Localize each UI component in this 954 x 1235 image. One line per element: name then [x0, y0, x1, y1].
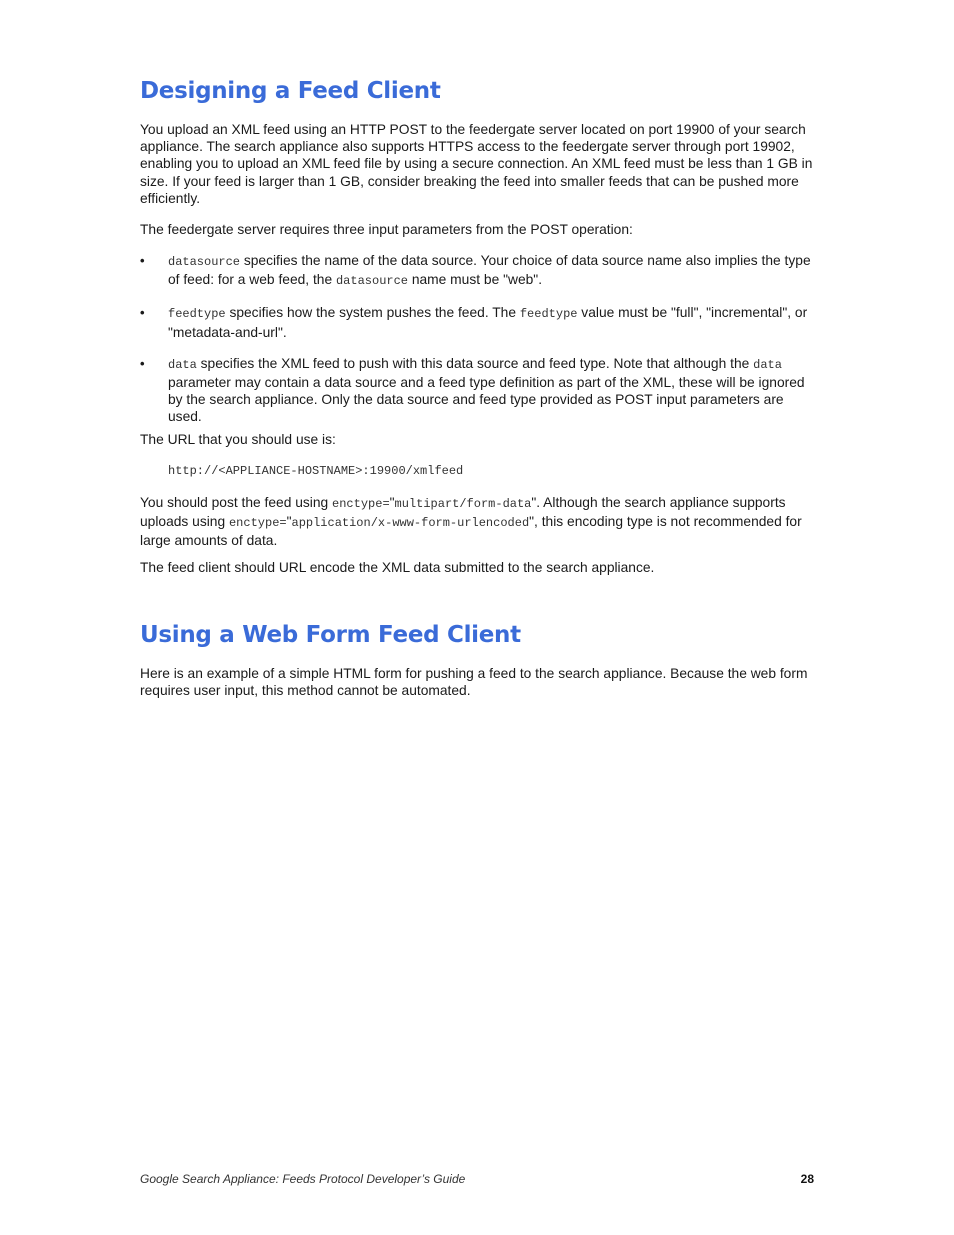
code-feedtype: feedtype	[168, 307, 226, 322]
page-footer	[140, 1172, 814, 1186]
url-intro: The URL that you should use is:	[140, 432, 336, 447]
bullet-icon: •	[140, 253, 145, 268]
bullet-text: name must be "web".	[408, 272, 543, 288]
url-code-block: http://<APPLIANCE-HOSTNAME>:19900/xmlfeed	[168, 464, 464, 478]
code-enctype: enctype=	[332, 497, 390, 511]
page-number: 28	[800, 1172, 814, 1186]
bullet-text: parameter may contain a data source and a feed type definition as part of the XML, these will be ignored by the search appliance. Only the data source and feed type provided as POST input parameters are used.	[168, 375, 805, 425]
quote-mark: "	[531, 495, 537, 510]
web-form-paragraph: Here is an example of a simple HTML form for pushing a feed to the search appliance. Because the web form requires user input, this method cannot be automated.	[140, 666, 808, 699]
code-feedtype: feedtype	[519, 307, 578, 322]
list-item-feedtype	[140, 304, 814, 340]
post-paragraph	[140, 494, 814, 550]
quote-mark: "	[286, 514, 292, 530]
code-enctype: enctype=	[228, 516, 287, 531]
parameters-intro: The feedergate server requires three input parameters from the POST operation:	[140, 222, 633, 237]
post-text: You should post the feed using	[140, 495, 333, 510]
list-item-datasource	[140, 252, 814, 290]
code-data: data	[168, 357, 197, 372]
footer-guide-title: Google Search Appliance: Feeds Protocol Developer’s Guide	[140, 1172, 466, 1186]
bullet-text: specifies the XML feed to push with this data source and feed type. Note that although the	[196, 355, 754, 371]
bullet-text: specifies the name of the data source. Your choice of data source name also implies the type of feed: for a web feed, the	[168, 253, 811, 288]
post-text: , this encoding type is not recommended for large amounts of data.	[140, 514, 802, 549]
code-multipart: multipart/form-data	[394, 497, 532, 511]
post-text: . Although the search appliance supports uploads using	[140, 495, 786, 530]
code-data: data	[753, 357, 782, 372]
bullet-text: specifies how the system pushes the feed. The	[225, 305, 520, 321]
quote-mark: "	[529, 514, 535, 530]
parameter-list	[140, 252, 814, 426]
intro-paragraph: You upload an XML feed using an HTTP POST to the feedergate server located on port 19900 of your search appliance. The search appliance also supports HTTPS access to the feedergate server through port 19902, enabling you to upload an XML feed file by using a secure connection. An XML feed must be less than 1 GB in size. If your feed is larger than 1 GB, consider breaking the feed into smaller feeds that can be pushed more efficiently.	[140, 122, 813, 206]
quote-mark: "	[389, 495, 395, 510]
code-datasource: datasource	[335, 274, 408, 289]
encode-paragraph: The feed client should URL encode the XML data submitted to the search appliance.	[140, 560, 655, 575]
bullet-text: value must be "full", "incremental", or "metadata-and-url".	[168, 305, 808, 340]
section-heading-designing-feed-client: Designing a Feed Client	[140, 78, 441, 104]
section-heading-web-form-feed-client: Using a Web Form Feed Client	[140, 622, 521, 648]
list-item-data	[140, 355, 814, 426]
bullet-icon: •	[140, 305, 145, 321]
bullet-icon: •	[140, 355, 145, 371]
code-urlencoded: application/x-www-form-urlencoded	[291, 516, 530, 531]
code-datasource: datasource	[168, 255, 241, 269]
